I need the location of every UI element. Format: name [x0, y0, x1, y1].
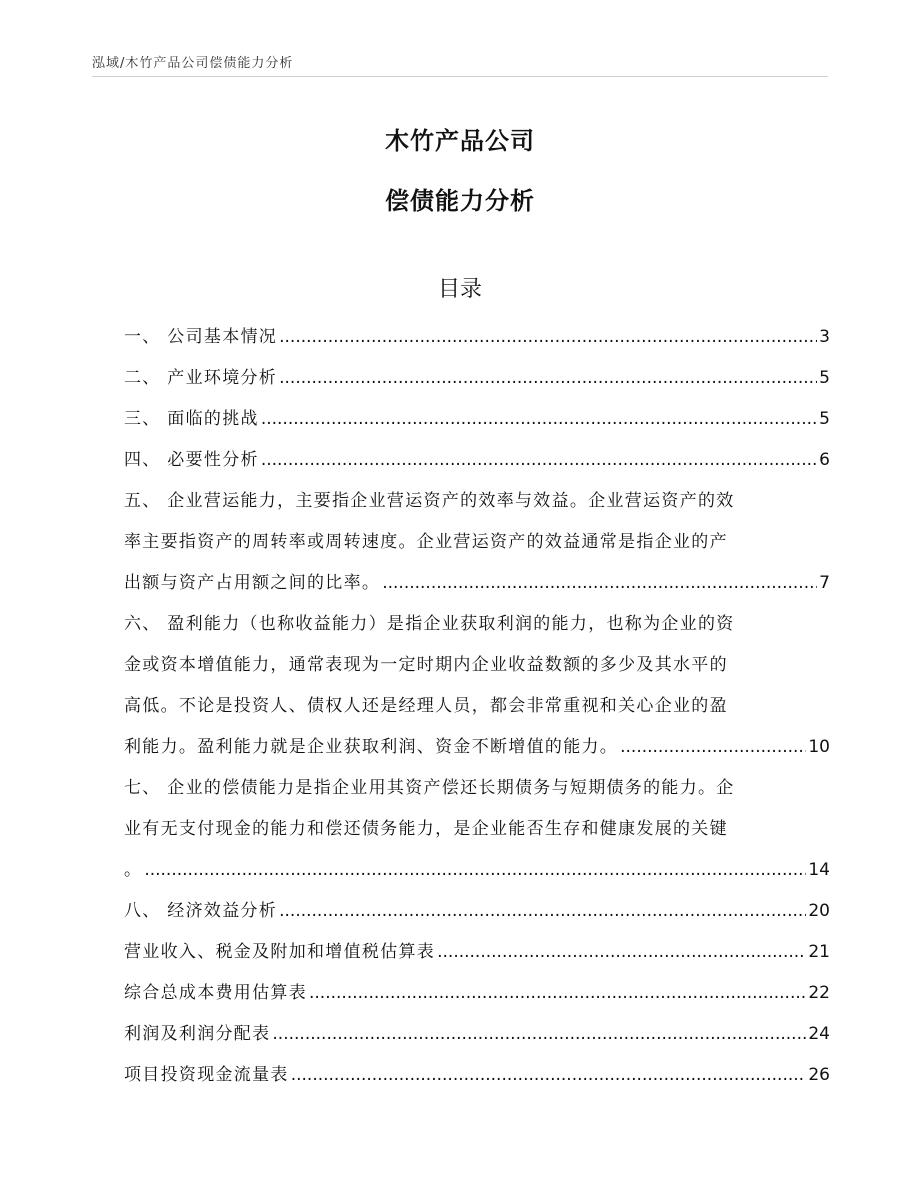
toc-page-number: 26: [808, 1065, 830, 1085]
toc-entry[interactable]: [124, 1055, 830, 1096]
toc-page-number: 22: [808, 983, 830, 1003]
page-header-breadcrumb: 泓域/木竹产品公司偿债能力分析: [92, 56, 294, 71]
toc-page-number: 14: [808, 860, 830, 880]
toc-entry-text: 利能力。盈利能力就是企业获取利润、资金不断增值的能力。: [124, 737, 619, 757]
toc-page-number: 3: [819, 327, 830, 347]
toc-page-number: 20: [808, 901, 830, 921]
header-divider: [92, 76, 828, 77]
toc-page-number: 24: [808, 1024, 830, 1044]
document-title-line2: 偿债能力分析: [385, 187, 535, 215]
toc-page-number: 10: [808, 737, 830, 757]
document-title-line1: 木竹产品公司: [385, 127, 535, 155]
toc-heading: 目录: [437, 277, 482, 302]
toc-dot-leader: [261, 399, 817, 440]
toc-entry[interactable]: [124, 481, 830, 604]
toc-entry-text: 一、 公司基本情况: [124, 327, 278, 347]
toc-entry-text: 利润及利润分配表: [124, 1024, 271, 1044]
toc-entry-text: 二、 产业环境分析: [124, 368, 278, 388]
toc-dot-leader: [279, 317, 817, 358]
toc-dot-leader: [279, 358, 817, 399]
toc-entry[interactable]: [124, 891, 830, 932]
toc-page-number: 5: [819, 368, 830, 388]
toc-entry-text: 综合总成本费用估算表: [124, 983, 307, 1003]
toc-entry-text: 金或资本增值能力，通常表现为一定时期内企业收益数额的多少及其水平的: [124, 655, 728, 675]
toc-entry[interactable]: [124, 932, 830, 973]
toc-dot-leader: [620, 727, 806, 768]
toc-entry[interactable]: [124, 973, 830, 1014]
toc-dot-leader: [382, 563, 817, 604]
toc-entry[interactable]: [124, 604, 830, 768]
toc-entry-text: 出额与资产占用额之间的比率。: [124, 573, 381, 593]
toc-entry[interactable]: [124, 440, 830, 481]
toc-entry[interactable]: [124, 317, 830, 358]
toc-entry-text: 高低。不论是投资人、债权人还是经理人员，都会非常重视和关心企业的盈: [124, 696, 728, 716]
toc-page-number: 21: [808, 942, 830, 962]
toc-entry[interactable]: [124, 768, 830, 891]
toc-entry-text: 营业收入、税金及附加和增值税估算表: [124, 942, 436, 962]
toc-dot-leader: [291, 1055, 807, 1096]
toc-entry-text: 五、 企业营运能力，主要指企业营运资产的效率与效益。企业营运资产的效: [124, 491, 735, 511]
toc-dot-leader: [272, 1014, 806, 1055]
toc-page-number: 6: [819, 450, 830, 470]
toc-entry[interactable]: [124, 1014, 830, 1055]
toc-entry-text: 。: [124, 860, 143, 880]
toc-page-number: 7: [819, 573, 830, 593]
toc-entry-text: 八、 经济效益分析: [124, 901, 278, 921]
toc-entry-text: 三、 面临的挑战: [124, 409, 259, 429]
toc-dot-leader: [437, 932, 806, 973]
toc-dot-leader: [144, 850, 806, 891]
toc-entry[interactable]: [124, 399, 830, 440]
toc-page-number: 5: [819, 409, 830, 429]
toc-entry-text: 业有无支付现金的能力和偿还债务能力，是企业能否生存和健康发展的关键: [124, 819, 728, 839]
toc-dot-leader: [279, 891, 806, 932]
toc-entry-text: 项目投资现金流量表: [124, 1065, 289, 1085]
toc-entry-text: 六、 盈利能力（也称收益能力）是指企业获取利润的能力，也称为企业的资: [124, 614, 735, 634]
toc-entry-text: 率主要指资产的周转率或周转速度。企业营运资产的效益通常是指企业的产: [124, 532, 728, 552]
toc-dot-leader: [309, 973, 806, 1014]
toc-entry-text: 四、 必要性分析: [124, 450, 259, 470]
toc-entry[interactable]: [124, 358, 830, 399]
toc-entry-text: 七、 企业的偿债能力是指企业用其资产偿还长期债务与短期债务的能力。企: [124, 778, 735, 798]
toc-dot-leader: [261, 440, 817, 481]
